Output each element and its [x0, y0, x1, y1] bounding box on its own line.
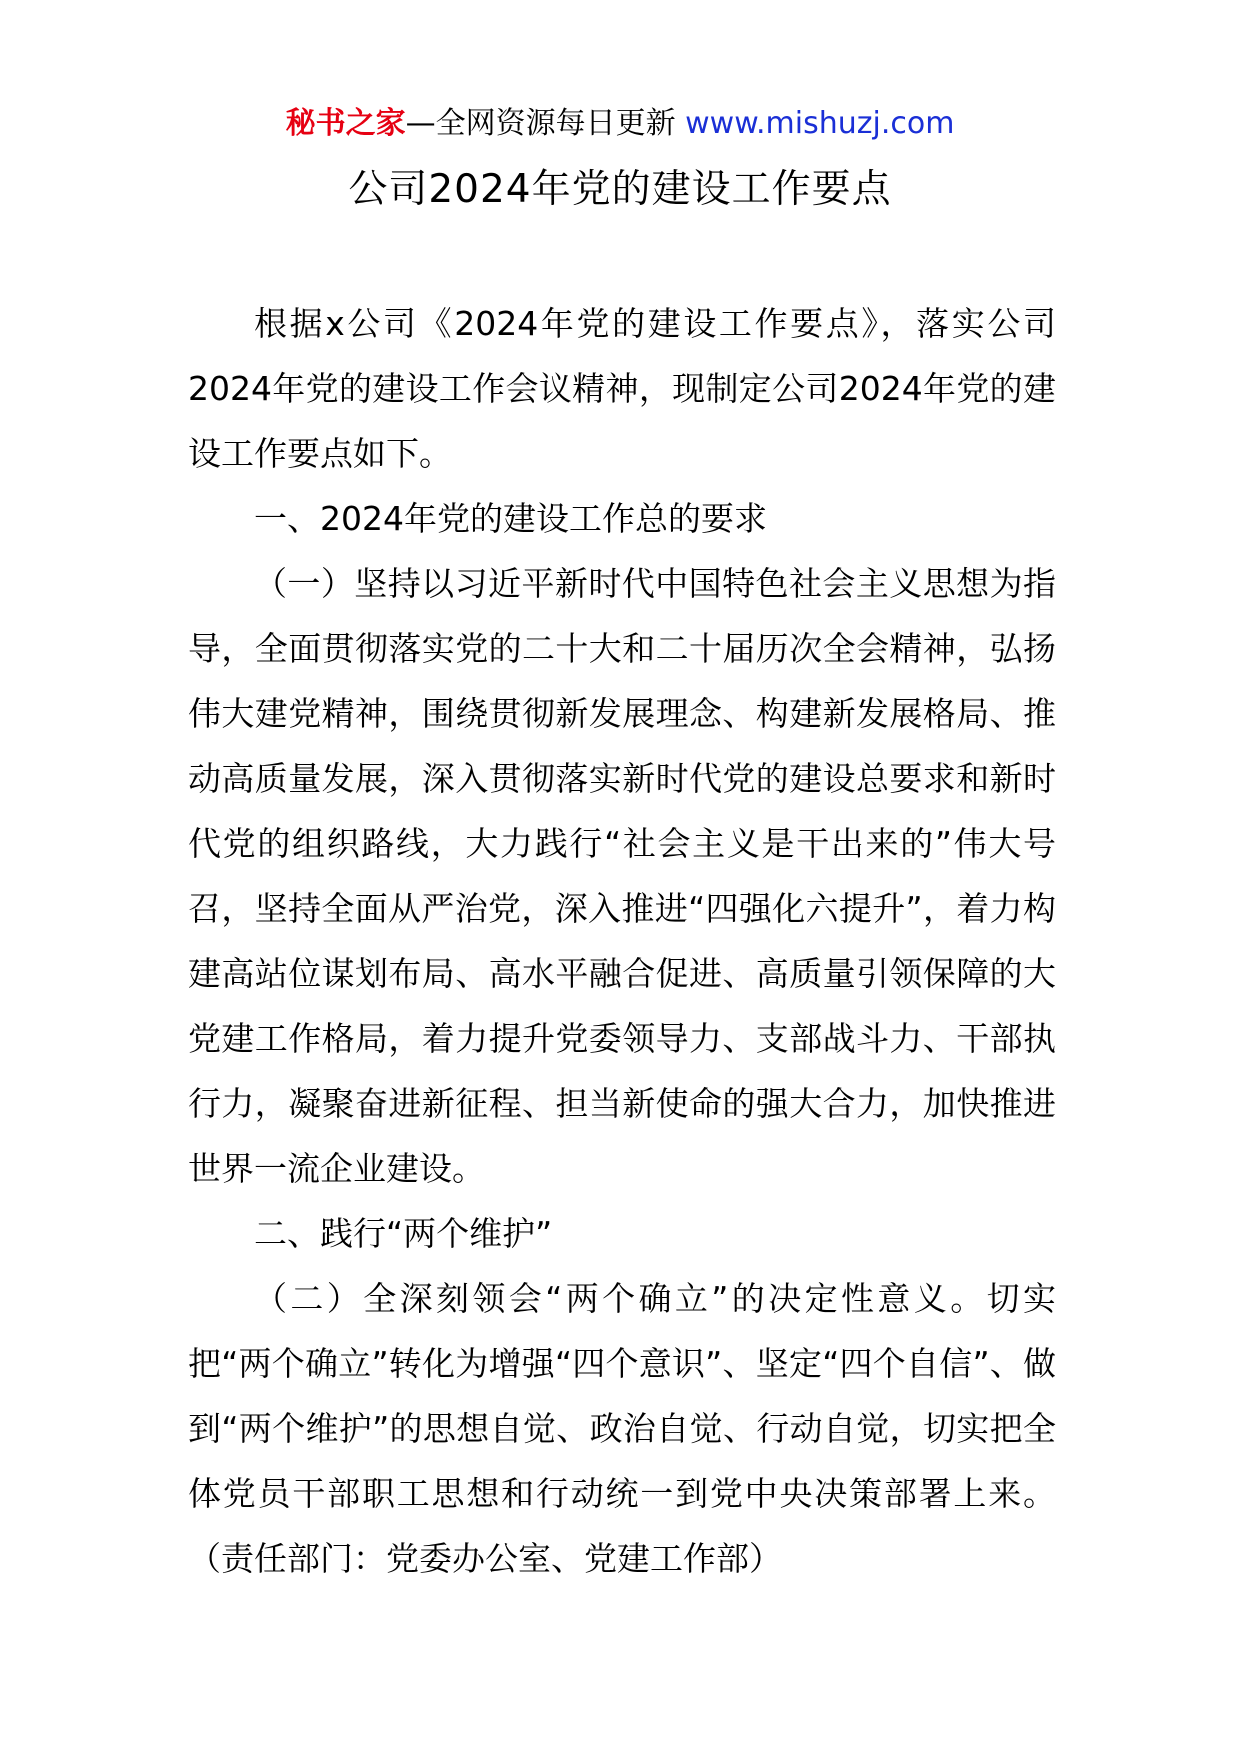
document-body: [188, 291, 1056, 1591]
section-heading-2: 二、践行“两个维护”: [254, 1214, 553, 1253]
section-heading-1: 一、2024年党的建设工作总的要求: [254, 499, 767, 538]
site-url-link[interactable]: www.mishuzj.com: [685, 106, 955, 141]
site-tagline: —全网资源每日更新: [405, 106, 676, 141]
site-brand: 秘书之家: [285, 106, 406, 141]
section-1-item-1: （一）坚持以习近平新时代中国特色社会主义思想为指导，全面贯彻落实党的二十大和二十届历次全会精神，弘扬伟大建党精神，围绕贯彻新发展理念、构建新发展格局、推动高质量发展，深入贯彻落实新时代党的建设总要求和新时代党的组织路线，大力践行“社会主义是干出来的”伟大号召，坚持全面从严治党，深入推进“四强化六提升”，着力构建高站位谋划布局、高水平融合促进、高质量引领保障的大党建工作格局，着力提升党委领导力、支部战斗力、干部执行力，凝聚奋进新征程、担当新使命的强大合力，加快推进世界一流企业建设。: [188, 564, 1056, 1188]
document-title: 公司2024年党的建设工作要点: [348, 167, 892, 212]
section-2-item-2: （二）全深刻领会“两个确立”的决定性意义。切实把“两个确立”转化为增强“四个意识”、坚定“四个自信”、做到“两个维护”的思想自觉、政治自觉、行动自觉，切实把全体党员干部职工思想和行动统一到党中央决策部署上来。（责任部门：党委办公室、党建工作部）: [188, 1279, 1056, 1578]
intro-paragraph: 根据x公司《2024年党的建设工作要点》，落实公司2024年党的建设工作会议精神，现制定公司2024年党的建设工作要点如下。: [188, 304, 1056, 473]
site-header: [0, 102, 1240, 146]
